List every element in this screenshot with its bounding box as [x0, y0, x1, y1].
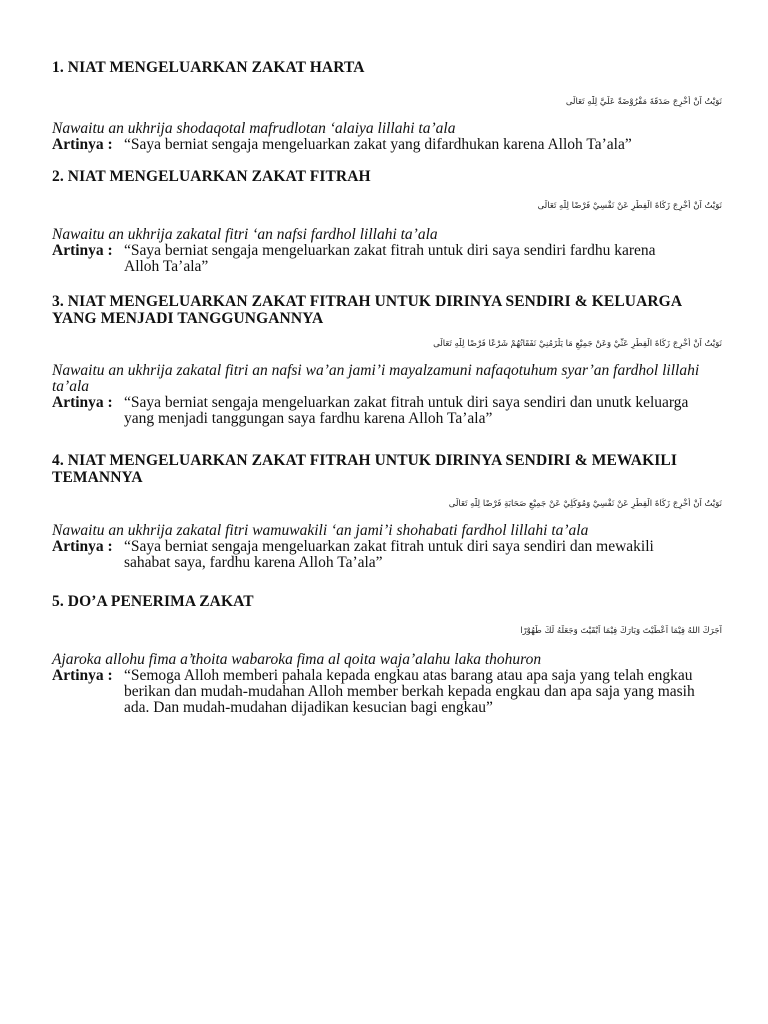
artinya-row [52, 668, 722, 716]
artinya-label: Artinya : [52, 136, 113, 153]
section-zakat-fitrah [52, 168, 722, 275]
arabic-text: نَوَيْتُ اَنْ أُخْرِجَ زَكَاةَ الْفِطْرِ عَنْ نَفْسِيْ وَمُوَكِّلِيْ عَنْ جَمِيْعِ صَحَابَةِ فَرْضًا لِلّٰهِ تَعَالَى [448, 499, 722, 509]
artinya-row [52, 137, 722, 153]
latin-transliteration: Nawaitu an ukhrija zakatal fitri an nafsi wa’an jami’i mayalzamuni nafaqotuhum syar’an fardhol lillahi ta’ala [52, 362, 700, 395]
section-zakat-fitrah-mewakili [52, 452, 722, 571]
artinya-meaning: “Saya berniat sengaja mengeluarkan zakat fitrah untuk diri saya sendiri dan mewakili sahabat saya, fardhu karena Alloh Ta’ala” [124, 538, 654, 571]
artinya-meaning: “Saya berniat sengaja mengeluarkan zakat yang difardhukan karena Alloh Ta’ala” [124, 136, 632, 153]
artinya-meaning: “Saya berniat sengaja mengeluarkan zakat fitrah untuk diri saya sendiri fardhu karena Alloh Ta’ala” [124, 242, 656, 275]
section-zakat-harta [52, 59, 722, 153]
artinya-label: Artinya : [52, 538, 113, 555]
section-zakat-fitrah-keluarga [52, 293, 722, 427]
section-heading: 2. NIAT MENGELUARKAN ZAKAT FITRAH [52, 168, 371, 185]
artinya-label: Artinya : [52, 667, 113, 684]
section-heading: 4. NIAT MENGELUARKAN ZAKAT FITRAH UNTUK DIRINYA SENDIRI & MEWAKILI TEMANNYA [52, 452, 677, 486]
latin-transliteration: Ajaroka allohu fima a’thoita wabaroka fima al qoita waja’alahu laka thohuron [52, 651, 542, 668]
latin-transliteration: Nawaitu an ukhrija zakatal fitri wamuwakili ‘an jami’i shohabati fardhol lillahi ta’ala [52, 522, 589, 539]
section-heading: 5. DO’A PENERIMA ZAKAT [52, 593, 254, 610]
arabic-text: نَوَيْتُ اَنْ أُخْرِجَ زَكَاةَ الْفِطْرِ عَنِّيْ وَعَنْ جَمِيْعِ مَا يَلْزَمُنِيْ نَفَقَاتُهُمْ شَرْعًا فَرْضًا لِلّٰهِ تَعَالَى [433, 339, 722, 349]
artinya-meaning: “Semoga Alloh memberi pahala kepada engkau atas barang atau apa saja yang telah engkau berikan dan mudah-mudahan Alloh member berkah kepada engkau dan apa saja yang masih ada. Dan mudah-mudahan dijadikan kesucian bagi engkau” [124, 667, 695, 716]
arabic-text: نَوَيْتُ اَنْ أُخْرِجَ زَكَاةَ الْفِطْرِ عَنْ نَفْسِيْ فَرْضًا لِلّٰهِ تَعَالَى [537, 201, 722, 211]
artinya-label: Artinya : [52, 394, 113, 411]
arabic-text: آجَرَكَ اللهُ فِيْمَا اَعْطَيْتَ وَبَارَكَ فِيْمَا اَبْقَيْتَ وَجَعَلَهُ لَكَ طَهُوْرًا [520, 626, 722, 636]
latin-transliteration: Nawaitu an ukhrija zakatal fitri ‘an nafsi fardhol lillahi ta’ala [52, 226, 438, 243]
arabic-text: نَوَيْتُ اَنْ أُخْرِجَ صَدَقَةَ مَفْرُوْضَةً عَلَيَّ لِلّٰهِ تَعَالَى [565, 97, 722, 107]
artinya-label: Artinya : [52, 242, 113, 259]
artinya-row [52, 395, 722, 427]
section-heading: 1. NIAT MENGELUARKAN ZAKAT HARTA [52, 59, 365, 76]
section-doa-penerima-zakat [52, 593, 722, 716]
latin-transliteration: Nawaitu an ukhrija shodaqotal mafrudlotan ‘alaiya lillahi ta’ala [52, 120, 456, 137]
section-heading: 3. NIAT MENGELUARKAN ZAKAT FITRAH UNTUK DIRINYA SENDIRI & KELUARGA YANG MENJADI TANGGUNGANNYA [52, 293, 682, 327]
artinya-row [52, 539, 722, 571]
artinya-meaning: “Saya berniat sengaja mengeluarkan zakat fitrah untuk diri saya sendiri dan unutk keluarga yang menjadi tanggungan saya fardhu karena Alloh Ta’ala” [124, 394, 689, 427]
artinya-row [52, 243, 722, 275]
